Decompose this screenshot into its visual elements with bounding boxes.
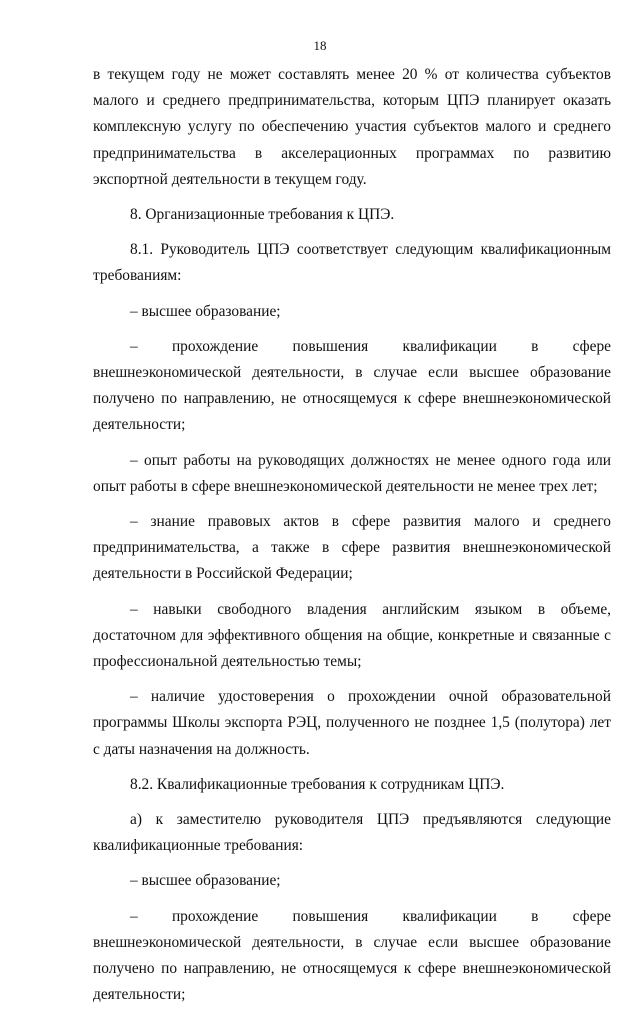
list-item-legal-knowledge: – знание правовых актов в сфере развития малого и среднего предпринимательства, а также в сфере развития внешнеэкономической деятельности в Российской Федерации; — [93, 513, 611, 583]
list-item-qualification-upgrade: – прохождение повышения квалификации в сфере внешнеэкономической деятельности, в случае если высшее образование получено по направлению, не относящемуся к сфере внешнеэкономической деятельности; — [93, 337, 611, 434]
list-item-work-experience: – опыт работы на руководящих должностях не менее одного года или опыт работы в сфере внешнеэкономической деятельности не менее трех лет; — [93, 451, 611, 495]
list-item-qualification-upgrade-deputy: – прохождение повышения квалификации в сфере внешнеэкономической деятельности, в случае если высшее образование получено по направлению, не относящемуся к сфере внешнеэкономической деятельности; — [93, 907, 611, 1004]
paragraph-8-1: 8.1. Руководитель ЦПЭ соответствует следующим квалификационным требованиям: — [93, 241, 611, 285]
paragraph-continuation: в текущем году не может составлять менее 20 % от количества субъектов малого и среднего предпринимательства, которым ЦПЭ планирует оказать комплексную услугу по обеспечению участия субъектов малого и среднего предпринимательства в акселерационных программах по развитию экспортной деятельности в текущем году. — [93, 66, 611, 188]
list-item-export-school-certificate: – наличие удостоверения о прохождении очной образовательной программы Школы экспорта РЭЦ, полученного не позднее 1,5 (полутора) лет с даты назначения на должность. — [93, 688, 611, 758]
paragraph-8-2: 8.2. Квалификационные требования к сотрудникам ЦПЭ. — [130, 775, 505, 793]
section-heading-8: 8. Организационные требования к ЦПЭ. — [130, 206, 395, 224]
paragraph-8-2-a: а) к заместителю руководителя ЦПЭ предъявляются следующие квалификационные требования: — [93, 811, 611, 855]
page-number: 18 — [313, 38, 327, 53]
document-body — [93, 62, 611, 1009]
list-item-higher-education: – высшее образование; — [130, 302, 281, 320]
list-item-english-skills: – навыки свободного владения английским языком в объеме, достаточном для эффективного общения на общие, конкретные и связанные с профессиональной деятельностью темы; — [93, 600, 611, 671]
list-item-higher-education-deputy: – высшее образование; — [130, 872, 281, 890]
